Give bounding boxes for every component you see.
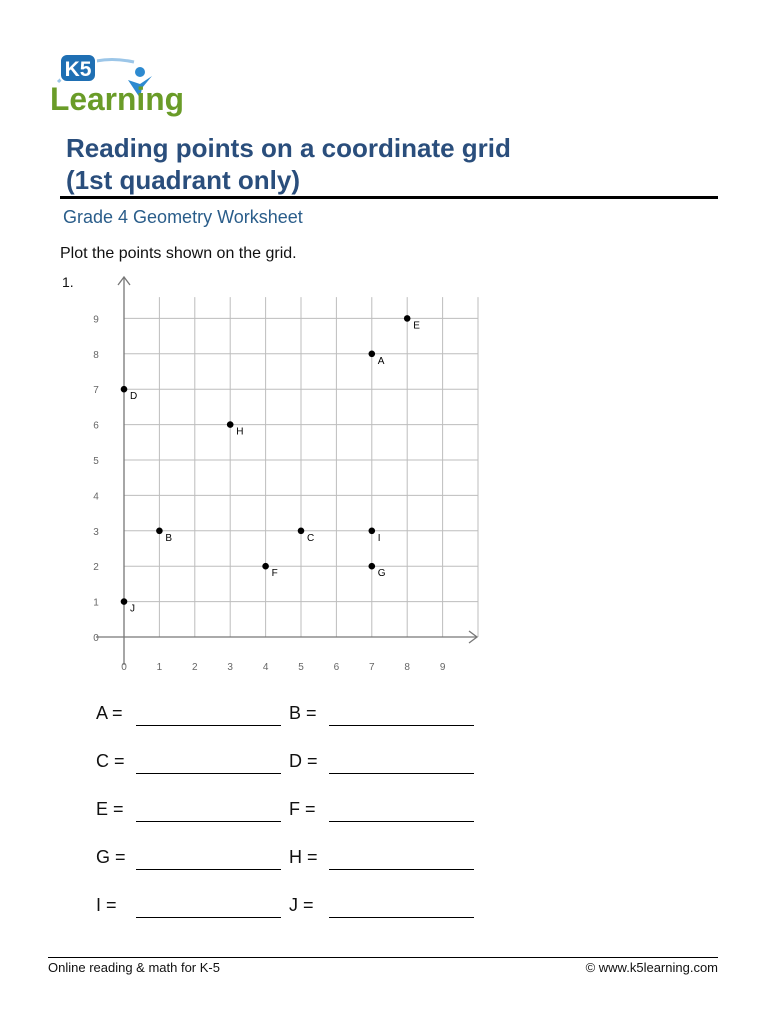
answer-j-item [289,895,489,919]
point-c-label: C [307,532,315,544]
answer-c-item [96,751,296,775]
answer-label: E = [96,799,124,819]
answer-label: I = [96,895,117,915]
point-j-label: J [130,603,135,615]
answer-d-item [289,751,489,775]
y-tick-label: 6 [93,420,99,432]
y-tick-label: 8 [93,349,99,361]
x-tick-label: 4 [262,662,269,673]
logo-word: Learning [50,81,184,117]
answer-blank-field[interactable] [136,821,281,822]
logo-badge-text: K5 [64,58,92,81]
point-b-label: B [165,532,173,544]
answer-label: H = [289,847,318,867]
point-h-marker [227,421,234,428]
answer-blank-field[interactable] [329,725,474,726]
x-tick-label: 3 [227,662,233,673]
answer-blank-field[interactable] [329,773,474,774]
point-c-marker [298,528,305,535]
answer-blank-field[interactable] [136,773,281,774]
y-tick-label: 0 [93,633,99,644]
answer-blank-field[interactable] [329,869,474,870]
point-b-marker [156,528,163,535]
answer-label: B = [289,703,317,723]
answer-blank-field[interactable] [136,725,281,726]
answer-h-item [289,847,489,871]
point-a-marker [369,351,376,358]
y-tick-label: 5 [93,456,99,467]
question-number: 1. [62,274,74,290]
point-d-marker [121,386,128,393]
x-tick-label: 7 [369,662,375,673]
y-tick-label: 1 [93,597,99,609]
answer-label: D = [289,751,318,771]
answer-g-item [96,847,296,871]
point-e-marker [404,315,411,322]
x-tick-label: 1 [156,662,163,673]
answer-blank-field[interactable] [329,821,474,822]
footer-divider [48,957,718,958]
x-tick-label: 0 [121,662,127,673]
x-tick-label: 9 [439,662,446,673]
answer-blank-field[interactable] [136,917,281,918]
x-tick-label: 5 [298,662,304,673]
answer-i-item [96,895,296,919]
instruction-text: Plot the points shown on the grid. [60,245,297,262]
answer-b-item [289,703,489,727]
x-tick-label: 2 [192,662,198,673]
title-line-1: Reading points on a coordinate grid [66,133,511,163]
answer-label: C = [96,751,125,771]
footer-tagline: Online reading & math for K-5 [48,960,220,975]
x-tick-label: 8 [404,662,410,673]
point-g-label: G [377,568,386,580]
y-tick-label: 9 [93,314,99,326]
answer-f-item [289,799,489,823]
point-a-label: A [377,355,385,367]
point-i-label: I [377,532,381,544]
y-tick-label: 3 [93,526,99,538]
answer-blank-field[interactable] [329,917,474,918]
point-f-label: F [271,568,278,580]
point-i-marker [369,528,376,535]
y-tick-label: 2 [93,562,99,574]
x-tick-label: 6 [333,662,340,673]
y-tick-label: 4 [93,491,99,503]
point-e-label: E [413,320,420,332]
answer-e-item [96,799,296,823]
answer-a-item [96,703,296,727]
point-d-label: D [130,391,138,403]
answer-blank-field[interactable] [136,869,281,870]
y-tick-label: 7 [93,385,99,397]
worksheet-subtitle: Grade 4 Geometry Worksheet [63,207,303,227]
answer-label: A = [96,703,123,723]
answer-label: J = [289,895,314,915]
title-line-2: (1st quadrant only) [66,165,301,195]
answer-label: F = [289,799,316,819]
footer-website: © www.k5learning.com [585,960,718,975]
point-f-marker [262,563,269,570]
point-h-label: H [236,426,244,438]
answer-label: G = [96,847,126,867]
point-j-marker [121,598,128,605]
point-g-marker [369,563,376,570]
